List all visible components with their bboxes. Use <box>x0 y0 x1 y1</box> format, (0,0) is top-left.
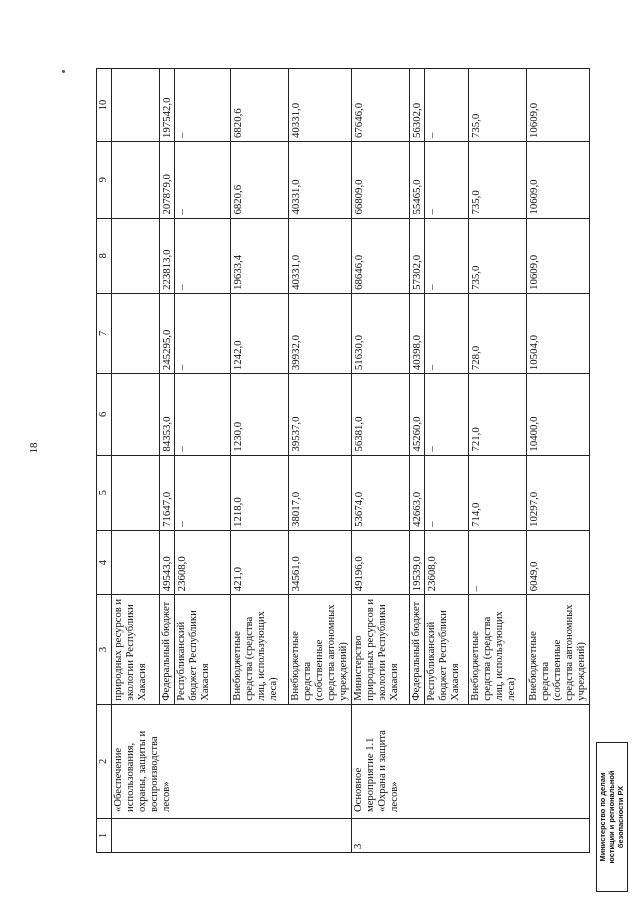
value-cell <box>112 218 160 293</box>
value-cell: 40331,0 <box>289 69 352 142</box>
value-cell: 38017,0 <box>289 455 352 530</box>
scan-speck <box>62 70 65 73</box>
value-cell: 40331,0 <box>289 141 352 218</box>
value-cell: 1218,0 <box>231 455 289 530</box>
stamp-text <box>597 743 627 891</box>
value-cell: 56381,0 <box>352 374 410 455</box>
value-cell: 10400,0 <box>527 374 590 455</box>
value-cell: 19633,4 <box>231 218 289 293</box>
program-name-cell: Основное мероприятие 1.1 «Охрана и защита лесов» <box>352 704 590 818</box>
value-cell: 6820,6 <box>231 141 289 218</box>
funding-source-cell: Внебюджетные средства (средства лиц, использующих леса) <box>231 595 289 704</box>
value-cell: – <box>425 374 469 455</box>
header-cell: 6 <box>97 374 112 455</box>
value-cell: 207879,0 <box>160 141 175 218</box>
funding-source-cell: Республиканский бюджет Республики Хакасия <box>175 595 231 704</box>
value-cell: 10297,0 <box>527 455 590 530</box>
value-cell: 66809,0 <box>352 141 410 218</box>
row-number-cell: 3 <box>352 818 590 852</box>
header-cell: 10 <box>97 69 112 142</box>
funding-source-cell: Министерство природных ресурсов и экологии Республики Хакасия <box>352 595 410 704</box>
value-cell: 197542,0 <box>160 69 175 142</box>
value-cell: 735,0 <box>469 141 527 218</box>
value-cell: 23608,0 <box>175 530 231 594</box>
funding-source-cell: Федеральный бюджет <box>410 595 425 704</box>
funding-source-cell: природных ресурсов и экологии Республики Хакасия <box>112 595 160 704</box>
value-cell: 19539,0 <box>410 530 425 594</box>
value-cell: 721,0 <box>469 374 527 455</box>
value-cell: – <box>175 141 231 218</box>
value-cell <box>112 374 160 455</box>
value-cell <box>112 455 160 530</box>
value-cell: 53674,0 <box>352 455 410 530</box>
value-cell: – <box>425 455 469 530</box>
value-cell: 42663,0 <box>410 455 425 530</box>
value-cell: 68646,0 <box>352 218 410 293</box>
program-name-cell: «Обеспечение использования, охраны, защиты и воспроизводства лесов» <box>112 704 352 818</box>
value-cell: 735,0 <box>469 69 527 142</box>
header-row <box>97 69 112 853</box>
header-cell: 9 <box>97 141 112 218</box>
value-cell: 39932,0 <box>289 293 352 373</box>
value-cell: – <box>175 69 231 142</box>
value-cell: 39537,0 <box>289 374 352 455</box>
value-cell: 10609,0 <box>527 141 590 218</box>
value-cell: – <box>175 455 231 530</box>
value-cell: 49196,0 <box>352 530 410 594</box>
value-cell: 84353,0 <box>160 374 175 455</box>
value-cell <box>112 530 160 594</box>
value-cell: 735,0 <box>469 218 527 293</box>
value-cell: 34561,0 <box>289 530 352 594</box>
value-cell: 45260,0 <box>410 374 425 455</box>
funding-source-cell: Федеральный бюджет <box>160 595 175 704</box>
value-cell: 23608,0 <box>425 530 469 594</box>
value-cell: 49543,0 <box>160 530 175 594</box>
header-cell: 4 <box>97 530 112 594</box>
value-cell: 421,0 <box>231 530 289 594</box>
funding-source-cell: Республиканский бюджет Республики Хакасия <box>425 595 469 704</box>
stamp-line: Министерство по делам <box>598 772 607 862</box>
funding-source-cell: Внебюджетные средства (средства лиц, использующих леса) <box>469 595 527 704</box>
value-cell: 223813,0 <box>160 218 175 293</box>
value-cell: – <box>425 218 469 293</box>
funding-source-cell: Внебюджетные средства (собственные средства автономных учреждений) <box>527 595 590 704</box>
value-cell: 10609,0 <box>527 69 590 142</box>
value-cell: 1230,0 <box>231 374 289 455</box>
ministry-stamp <box>596 742 628 892</box>
stamp-line: безопасности РХ <box>616 785 625 849</box>
page-number: 18 <box>28 442 40 454</box>
value-cell: 57302,0 <box>410 218 425 293</box>
header-cell: 5 <box>97 455 112 530</box>
value-cell: 67646,0 <box>352 69 410 142</box>
header-cell: 2 <box>97 704 112 818</box>
value-cell: – <box>175 374 231 455</box>
value-cell: 56302,0 <box>410 69 425 142</box>
table-row <box>352 69 410 853</box>
value-cell: – <box>425 141 469 218</box>
budget-table-wrapper <box>96 68 587 853</box>
funding-source-cell: Внебюджетные средства (собственные средства автономных учреждений) <box>289 595 352 704</box>
rotated-table-frame <box>96 68 587 853</box>
value-cell: – <box>469 530 527 594</box>
value-cell <box>112 141 160 218</box>
value-cell: 6820,6 <box>231 69 289 142</box>
row-number-cell <box>112 818 352 852</box>
header-cell: 8 <box>97 218 112 293</box>
table-row <box>112 69 160 853</box>
stamp-line: юстиции и региональной <box>607 770 616 864</box>
value-cell: – <box>425 293 469 373</box>
value-cell: – <box>175 293 231 373</box>
value-cell: 728,0 <box>469 293 527 373</box>
value-cell: 10504,0 <box>527 293 590 373</box>
value-cell: 71647,0 <box>160 455 175 530</box>
header-cell: 3 <box>97 595 112 704</box>
value-cell: 714,0 <box>469 455 527 530</box>
value-cell <box>112 293 160 373</box>
value-cell: 51630,0 <box>352 293 410 373</box>
value-cell: 245295,0 <box>160 293 175 373</box>
value-cell: 55465,0 <box>410 141 425 218</box>
value-cell: 10609,0 <box>527 218 590 293</box>
value-cell: 40398,0 <box>410 293 425 373</box>
value-cell: – <box>175 218 231 293</box>
budget-table <box>96 68 590 853</box>
value-cell: 40331,0 <box>289 218 352 293</box>
header-cell: 1 <box>97 818 112 852</box>
value-cell: – <box>425 69 469 142</box>
header-cell: 7 <box>97 293 112 373</box>
value-cell: 1242,0 <box>231 293 289 373</box>
value-cell: 6049,0 <box>527 530 590 594</box>
value-cell <box>112 69 160 142</box>
